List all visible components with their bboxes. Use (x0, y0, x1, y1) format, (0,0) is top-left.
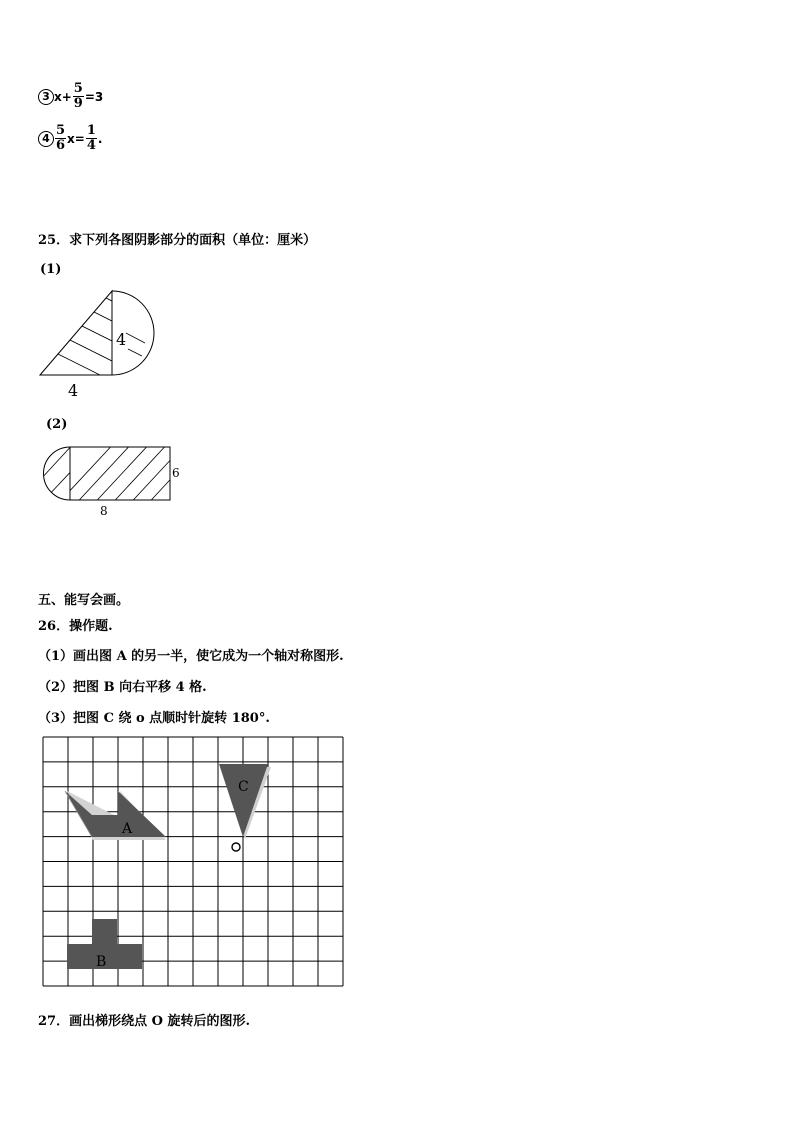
dim-height-label: 4 (116, 330, 127, 349)
denominator: 6 (56, 138, 66, 153)
eq4-end: . (97, 131, 103, 146)
dim-base-label: 4 (68, 381, 79, 400)
section-5-title: 五、能写会画。 (38, 593, 130, 608)
q26-title: 26．操作题. (38, 619, 113, 634)
numerator: 5 (73, 81, 83, 96)
shape-b-label: B (96, 954, 107, 970)
numerator: 1 (86, 123, 96, 138)
q26-item-3: （3）把图 C 绕 o 点顺时针旋转 180°. (38, 711, 270, 726)
circled-number-4: 4 (38, 131, 54, 147)
q26-item-1: （1）画出图 A 的另一半，使它成为一个轴对称图形. (38, 649, 344, 664)
denominator: 9 (73, 96, 83, 111)
q25-part2-label: (2) (46, 417, 68, 432)
q25-title: 25．求下列各图阴影部分的面积（单位：厘米） (38, 233, 317, 248)
shape-c-label: C (238, 779, 249, 795)
semicircle (44, 447, 71, 500)
triangle (40, 291, 112, 375)
point-o (232, 843, 240, 851)
grid-figure (40, 733, 356, 1003)
equation-3 (38, 82, 103, 111)
eq3-rhs: =3 (84, 89, 104, 104)
shape-a-label: A (122, 821, 133, 837)
triangle-hatching (40, 285, 120, 385)
figure-rectangle-semicircle (30, 440, 190, 520)
eq4-x: x= (67, 131, 85, 146)
equation-4 (38, 124, 102, 153)
figure-triangle-semicircle (30, 285, 170, 403)
q26-item-2: （2）把图 B 向右平移 4 格. (38, 680, 207, 695)
fraction-1-4 (86, 124, 97, 153)
q25-part1-label: (1) (40, 262, 62, 277)
shape-c (219, 764, 268, 837)
denominator: 4 (86, 138, 96, 153)
rectangle (70, 447, 170, 500)
eq3-x: x+ (54, 89, 72, 104)
dim-height-label: 6 (172, 466, 180, 480)
dim-width-label: 8 (100, 504, 108, 518)
semicircle-hatching (40, 442, 78, 498)
semicircle-hatching (126, 333, 145, 356)
circled-number-3: 3 (38, 89, 54, 105)
fraction-5-9 (73, 82, 84, 111)
numerator: 5 (56, 123, 66, 138)
q27-title: 27．画出梯形绕点 O 旋转后的图形. (38, 1014, 250, 1029)
fraction-5-6 (55, 124, 66, 153)
